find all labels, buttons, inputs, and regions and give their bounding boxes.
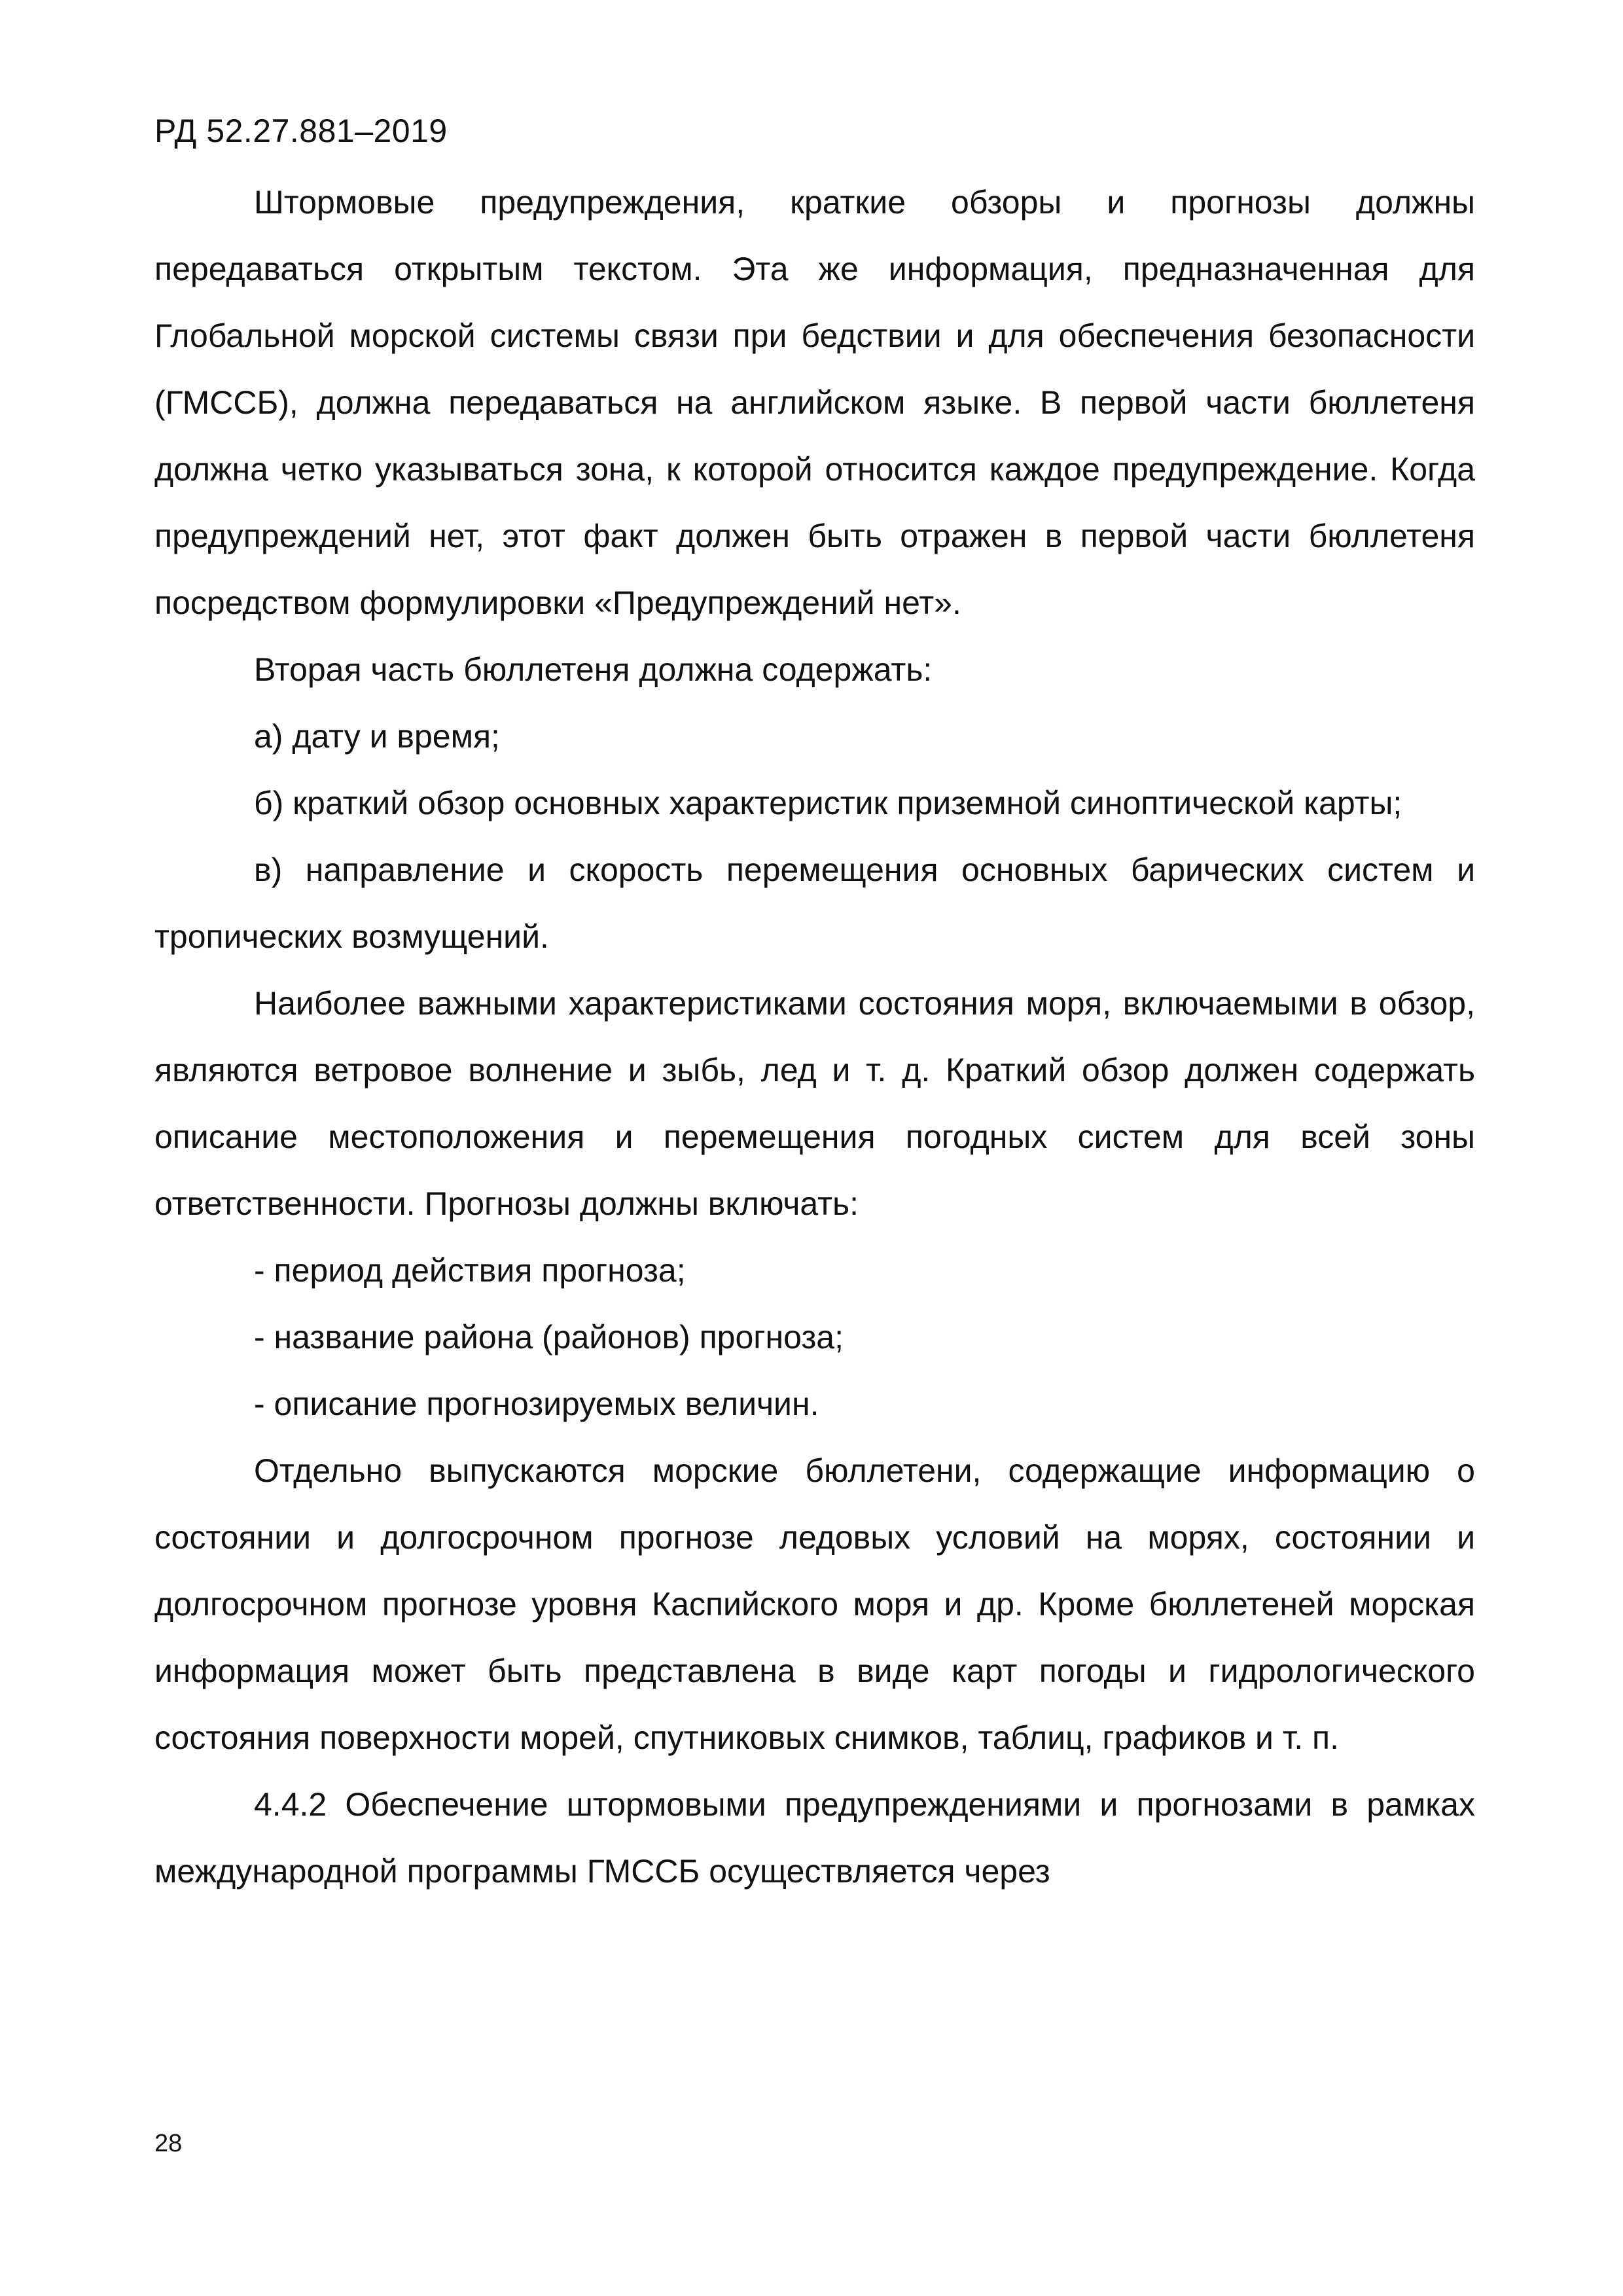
list-item-forecast-area: - название района (районов) прогноза; <box>254 1319 844 1355</box>
list-item-forecast-values: - описание прогнозируемых величин. <box>254 1386 819 1422</box>
list-item-a: а) дату и время; <box>254 718 500 755</box>
list-item-forecast-period: - период действия прогноза; <box>254 1252 686 1289</box>
page-number: 28 <box>154 2130 183 2157</box>
paragraph-storm-warnings: Штормовые предупреждения, краткие обзоры и прогнозы должны передаваться открытым текстом. Эта же информация, предназначенная для Глобальной морской системы связи при бедствии и для обеспечения безопасности (ГМССБ), должна передаваться на английском языке. В первой части бюллетеня должна четко указываться зона, к которой относится каждое предупреждение. Когда предупреждений нет, этот факт должен быть отражен в первой части бюллетеня посредством формулировки «Предупреждений нет». <box>154 184 1475 621</box>
list-item-b: б) краткий обзор основных характеристик приземной синоптической карты; <box>254 785 1402 821</box>
paragraph-marine-bulletins: Отдельно выпускаются морские бюллетени, содержащие информацию о состоянии и долгосрочном прогнозе ледовых условий на морях, состоянии и долгосрочном прогнозе уровня Каспийского моря и др. Кроме бюллетеней морская информация может быть представлена в виде карт погоды и гидрологического состояния поверхности морей, спутниковых снимков, таблиц, графиков и т. п. <box>154 1452 1475 1756</box>
paragraph-second-part-intro: Вторая часть бюллетеня должна содержать: <box>254 651 933 688</box>
body-text <box>154 169 1475 1905</box>
list-item-v: в) направление и скорость перемещения основных барических систем и тропических возмущений. <box>154 852 1475 955</box>
paragraph-sea-state: Наиболее важными характеристиками состояния моря, включаемыми в обзор, являются ветровое волнение и зыбь, лед и т. д. Краткий обзор должен содержать описание местоположения и перемещения погодных систем для всей зоны ответственности. Прогнозы должны включать: <box>154 985 1475 1222</box>
paragraph-section-4-4-2: 4.4.2 Обеспечение штормовыми предупреждениями и прогнозами в рамках международной программы ГМССБ осуществляется через <box>154 1786 1475 1890</box>
document-code-header: РД 52.27.881–2019 <box>154 113 448 149</box>
